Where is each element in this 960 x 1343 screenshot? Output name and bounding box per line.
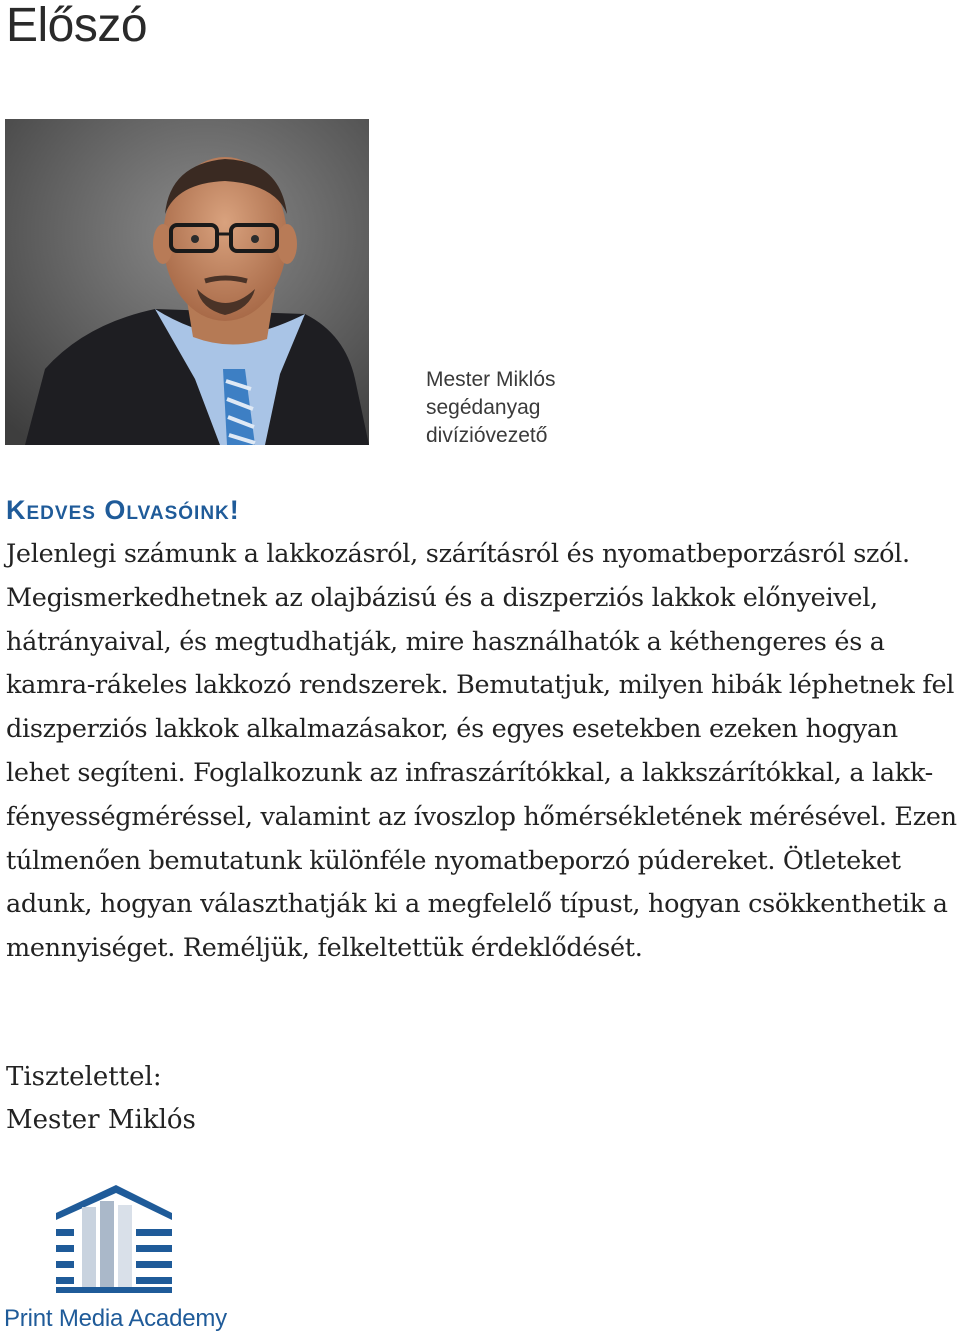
closing-phrase: Tisztelettel: [6,1062,162,1092]
building-logo-icon [56,1185,176,1295]
logo-text: Print Media Academy [4,1305,227,1332]
author-caption [426,366,556,450]
signature-name: Mester Miklós [6,1105,196,1135]
page-title: Előszó [6,0,148,52]
print-media-academy-logo [4,1185,244,1343]
salutation-heading: Kedves Olvasóink! [6,495,240,525]
author-role-line2: divízióvezető [426,424,548,447]
closing-block [6,1056,196,1142]
letter-body: Jelenlegi számunk a lakkozásról, szárításról és nyomatbeporzásról szól. Megismerkedhetnek az olajbázisú és a diszperziós lakkok előnyeivel, hátrányaival, és megtudhatják, mire használhatók a kéthengeres és a kamra-rákeles lakkozó rendszerek. Bemutatjuk, milyen hibák léphetnek fel diszperziós lakkok alkalmazásakor, és egyes esetekben ezeken hogyan lehet segíteni. Foglalkozunk az infraszárítókkal, a lakkszárítókkal, a lakk-fényességméréssel, valamint az ívoszlop hőmérsékletének mérésével. Ezen túlmenően bemutatunk különféle nyomatbeporzó púdereket. Ötleteket adunk, hogyan választhatják ki a megfelelő típust, hogyan csökkenthetik a mennyiséget. Reméljük, felkeltettük érdeklődését. [6,539,957,964]
author-role-line1: segédanyag [426,396,541,419]
author-portrait [5,119,369,445]
author-name: Mester Miklós [426,368,556,391]
